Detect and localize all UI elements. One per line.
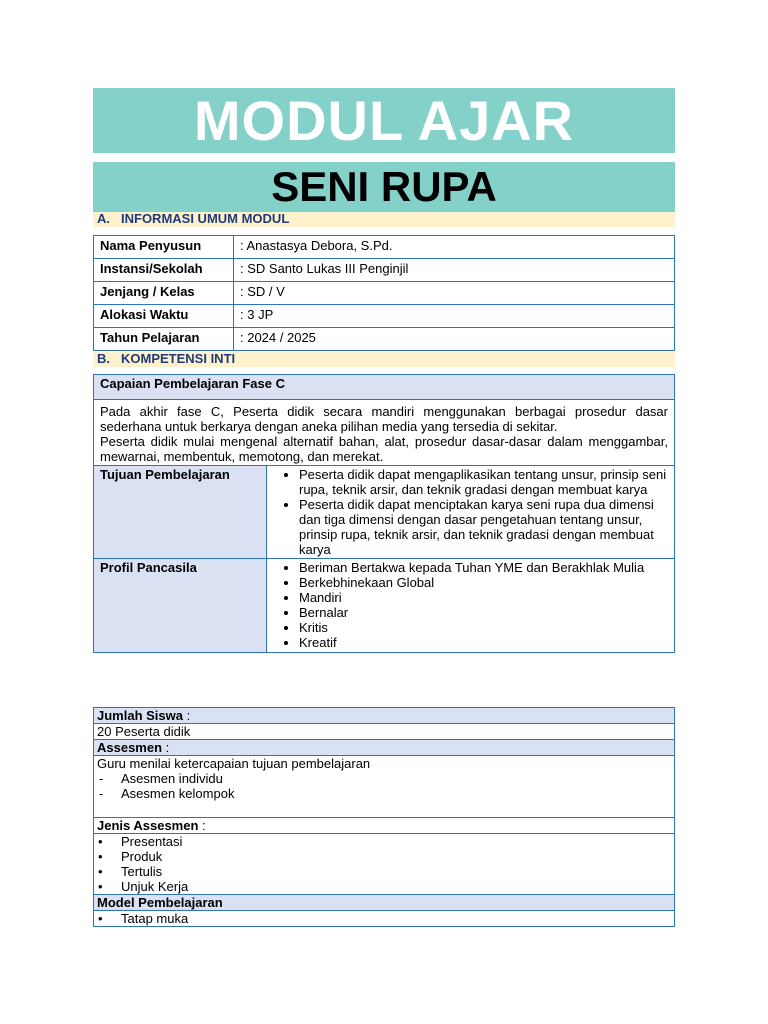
list-item: • Tertulis: [97, 864, 671, 879]
asesmen-colon: :: [162, 740, 170, 755]
section-b-number: B.: [97, 351, 110, 366]
info-row: [94, 305, 675, 328]
tujuan-list: [273, 467, 668, 557]
section-a-title: INFORMASI UMUM MODUL: [121, 211, 290, 226]
list-item: • Unjuk Kerja: [97, 879, 671, 894]
info-row: [94, 259, 675, 282]
list-item: • Kreatif: [299, 635, 668, 650]
profil-content: [267, 559, 675, 653]
list-item: • Kritis: [299, 620, 668, 635]
title-banner: [93, 88, 675, 153]
jumlah-siswa-label-cell: [94, 708, 675, 724]
tujuan-label: Tujuan Pembelajaran: [94, 466, 267, 559]
jenis-asesmen-body: [94, 834, 675, 895]
list-item: • Beriman Bertakwa kepada Tuhan YME dan Berakhlak Mulia: [299, 560, 668, 575]
jenis-asesmen-label-row: [94, 818, 675, 834]
asesmen-intro: Guru menilai ketercapaian tujuan pembelajaran: [97, 756, 371, 771]
section-b-heading: [93, 352, 675, 367]
kompetensi-table: [93, 374, 675, 653]
jumlah-siswa-value-row: [94, 724, 675, 740]
capaian-paragraph: Peserta didik mulai mengenal alternatif bahan, alat, prosedur dasar-dasar dalam menggambar, mewarnai, membentuk, memotong, dan merekat.: [100, 434, 668, 464]
subtitle-banner: [93, 162, 675, 212]
info-row: [94, 328, 675, 351]
info-label: Tahun Pelajaran: [94, 328, 234, 351]
info-value: : SD Santo Lukas III Penginjil: [234, 259, 675, 282]
section-a-heading: [93, 212, 675, 227]
page-subtitle: SENI RUPA: [271, 163, 497, 210]
model-label: Model Pembelajaran: [94, 895, 675, 911]
list-item: • Tatap muka: [97, 911, 671, 926]
model-body: [94, 911, 675, 927]
jenis-asesmen-body-row: [94, 834, 675, 895]
section-b-title: KOMPETENSI INTI: [121, 351, 236, 366]
section-a-number: A.: [97, 211, 110, 226]
jumlah-siswa-value: 20 Peserta didik: [94, 724, 675, 740]
jumlah-siswa-label: Jumlah Siswa: [97, 708, 183, 723]
jenis-asesmen-list: [97, 834, 671, 894]
asesmen-body-row: [94, 756, 675, 818]
list-item: • Peserta didik dapat mengaplikasikan tentang unsur, prinsip seni rupa, teknik arsir, dan teknik gradasi dengan membuat karya: [299, 467, 668, 497]
jenis-asesmen-colon: :: [198, 818, 206, 833]
asesmen-body: [94, 756, 675, 818]
info-value: : 3 JP: [234, 305, 675, 328]
info-label: Instansi/Sekolah: [94, 259, 234, 282]
capaian-heading-row: [94, 375, 675, 400]
info-value: : SD / V: [234, 282, 675, 305]
page-title: MODUL AJAR: [193, 89, 575, 152]
capaian-body: [94, 400, 675, 466]
jenis-asesmen-label: Jenis Assesmen: [97, 818, 199, 833]
info-table: [93, 235, 675, 351]
capaian-paragraph: Pada akhir fase C, Peserta didik secara mandiri menggunakan berbagai prosedur dasar sederhana untuk berkarya dengan aneka pilihan media yang tersedia di sekitar.: [100, 404, 668, 434]
info-value: : 2024 / 2025: [234, 328, 675, 351]
list-item: • Mandiri: [299, 590, 668, 605]
info-label: Jenjang / Kelas: [94, 282, 234, 305]
list-item: • Bernalar: [299, 605, 668, 620]
profil-list: [273, 560, 668, 650]
asesmen-list: [97, 771, 671, 801]
list-item: - Asesmen individu: [97, 771, 671, 786]
model-list: [97, 911, 671, 926]
model-label-row: [94, 895, 675, 911]
jumlah-siswa-colon: :: [182, 708, 191, 723]
model-body-row: [94, 911, 675, 927]
list-item: - Asesmen kelompok: [97, 786, 671, 801]
tujuan-row: [94, 466, 675, 559]
list-item: • Peserta didik dapat menciptakan karya seni rupa dua dimensi dan tiga dimensi dengan dasar pengetahuan tentang unsur, prinsip rupa, teknik arsir, dan teknik gradasi dengan membuat karya: [299, 497, 668, 557]
list-item: • Presentasi: [97, 834, 671, 849]
jumlah-siswa-label-row: [94, 708, 675, 724]
tujuan-content: [267, 466, 675, 559]
capaian-heading: Capaian Pembelajaran Fase C: [94, 375, 675, 400]
asesmen-label: Assesmen: [97, 740, 163, 755]
info-value: : Anastasya Debora, S.Pd.: [234, 236, 675, 259]
asesmen-label-cell: [94, 740, 675, 756]
list-item: • Produk: [97, 849, 671, 864]
profil-label: Profil Pancasila: [94, 559, 267, 653]
profil-row: [94, 559, 675, 653]
jenis-asesmen-label-cell: [94, 818, 675, 834]
info-label: Alokasi Waktu: [94, 305, 234, 328]
capaian-body-row: [94, 400, 675, 466]
pembelajaran-table: [93, 707, 675, 927]
list-item: • Berkebhinekaan Global: [299, 575, 668, 590]
info-row: [94, 282, 675, 305]
info-label: Nama Penyusun: [94, 236, 234, 259]
asesmen-label-row: [94, 740, 675, 756]
info-row: [94, 236, 675, 259]
